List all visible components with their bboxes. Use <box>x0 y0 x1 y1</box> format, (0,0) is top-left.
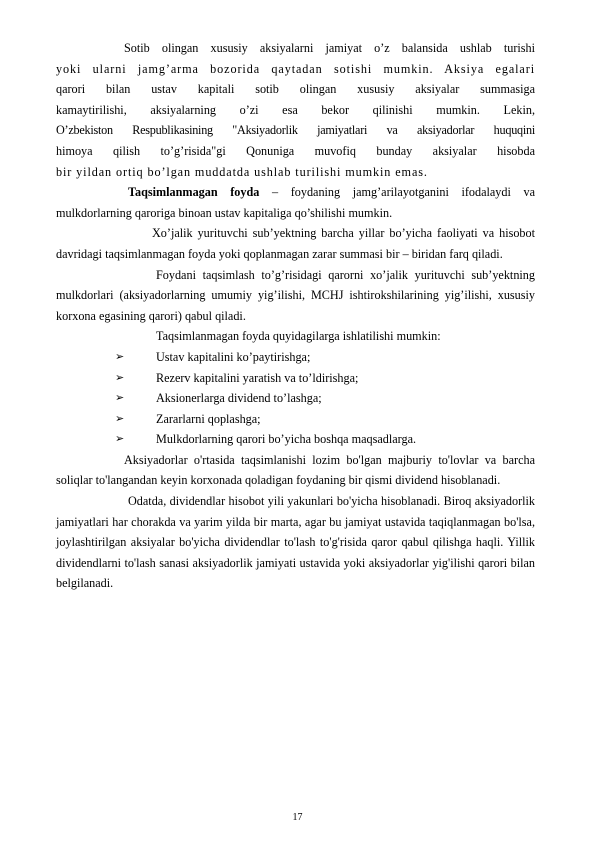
paragraph-dividend-timing: Odatda, dividendlar hisobot yili yakunlari bo'yicha hisoblanadi. Biroq aksiyadorlik jamiyatlari har chorakda va yarim yilda bir marta, agar bu jamiyat ustavida taqiqlanmagan bo'lsa, joylashtirilgan aksiyalar bo'yicha dividendlar to'lash to'g'risida qaror qabul qilishga haqli. Yillik dividendlarni to'lash sanasi aksiyadorlik jamiyati ustavida yoki aksiyadorlar yig'ilishi qarori bilan belgilanadi. <box>56 494 535 591</box>
paragraph-sotib-olingan <box>56 38 535 182</box>
list-item: ➢ Rezerv kapitalini yaratish va to’ldirishga; <box>56 368 535 389</box>
list-item: ➢ Ustav kapitalini ko’paytirishga; <box>56 347 535 368</box>
document-page <box>56 38 535 594</box>
right-arrowhead-icon: ➢ <box>115 392 125 405</box>
list-item: ➢ Zararlarni qoplashga; <box>56 409 535 430</box>
paragraph-xojalik: Xo’jalik yurituvchi sub’yektning barcha yillar bo’yicha faoliyati va hisobot davridagi taqsimlanmagan foyda yoki qoplanmagan zarar summasi bir – biridan farq qiladi. <box>56 226 535 261</box>
line-1: Sotib olingan xususiy aksiyalarni jamiyat o’z balansida ushlab turishi <box>124 41 535 55</box>
paragraph-taqsimlanmagan-foyda <box>56 182 535 223</box>
line-3: qarori bilan ustav kapitali sotib olingan xususiy aksiyalar summasiga <box>56 82 535 97</box>
paragraph-dividend-definition: Aksiyadorlar o'rtasida taqsimlanishi lozim bo'lgan majburiy to'lovlar va barcha soliqlar to'langandan keyin korxonada qoladigan foydaning bir qismi dividend hisoblanadi. <box>56 452 535 488</box>
line-7: bir yildan ortiq bo’lgan muddatda ushlab turilishi mumkin emas. <box>56 164 428 179</box>
line-4: kamaytirilishi, aksiyalarning o’zi esa bekor qilinishi mumkin. Lekin, <box>56 102 535 117</box>
right-arrowhead-icon: ➢ <box>115 412 125 425</box>
list-intro: Taqsimlanmagan foyda quyidagilarga ishlatilishi mumkin: <box>156 329 441 344</box>
paragraph-foydani-taqsimlash: Foydani taqsimlash to’g’risidagi qarorni xo’jalik yurituvchi sub’yektning mulkdorlari (aksiyadorlarning umumiy yig’ilishi, MCHJ ishtirokshilarining yig’ilishi, xususiy korxona egasining qarori) qabul qiladi. <box>56 267 535 323</box>
line-5: O’zbekiston Respublikasining "Aksiyadorlik jamiyatlari va aksiyadorlar huquqini <box>56 123 535 138</box>
right-arrowhead-icon: ➢ <box>115 350 125 363</box>
line-2: yoki ularni jamg’arma bozorida qaytadan sotishi mumkin. Aksiya egalari <box>56 61 535 76</box>
list-item: ➢ Aksionerlarga dividend to’lashga; <box>56 388 535 409</box>
term-taqsimlanmagan-foyda: Taqsimlanmagan foyda <box>128 185 260 200</box>
line-6: himoya qilish to’g’risida"gi Qonuniga muvofiq bunday aksiyalar hisobda <box>56 143 535 158</box>
term-definition: – foydaning jamg’arilayotganini ifodalaydi va mulkdorlarning qaroriga binoan ustav kapitaliga qo’shilishi mumkin. <box>56 185 535 220</box>
usage-list <box>56 347 535 450</box>
list-item: ➢ Mulkdorlarning qarori bo’yicha boshqa maqsadlarga. <box>56 429 535 450</box>
page-number: 17 <box>292 812 303 823</box>
right-arrowhead-icon: ➢ <box>115 433 125 446</box>
right-arrowhead-icon: ➢ <box>115 371 125 384</box>
